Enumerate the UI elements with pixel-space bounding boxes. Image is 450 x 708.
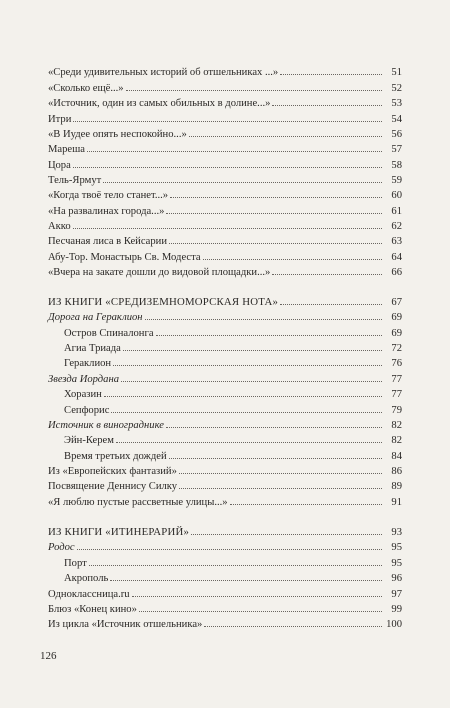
toc-entry [48, 113, 402, 126]
toc-entry [48, 496, 402, 509]
toc-entry-title: «Сколько ещё...» [48, 83, 124, 94]
toc-entry-page: 97 [391, 589, 402, 600]
toc-entry-title: Хоразин [64, 389, 102, 400]
toc-entry [48, 189, 402, 202]
toc-subsection [48, 541, 402, 554]
dot-leader [204, 625, 382, 627]
dot-leader [191, 533, 382, 535]
toc-entry [48, 205, 402, 218]
toc-entry-page: 77 [391, 389, 402, 400]
dot-leader [89, 564, 382, 566]
dot-leader [179, 472, 382, 474]
dot-leader [103, 181, 382, 183]
toc-entry-title: Мареша [48, 144, 85, 155]
toc-entry-title: «Среди удивительных историй об отшельниках ...» [48, 67, 279, 78]
toc-entry-page: 66 [391, 267, 402, 278]
toc-entry-page: 89 [391, 481, 402, 492]
page-number: 126 [40, 650, 57, 662]
toc-entry-page: 53 [391, 98, 402, 109]
toc-entry-title: Сепфорис [64, 405, 110, 416]
dot-leader [230, 503, 382, 505]
toc-entry [64, 388, 402, 401]
toc-entry-page: 52 [391, 83, 402, 94]
toc-entry-page: 96 [391, 573, 402, 584]
dot-leader [77, 548, 382, 550]
toc-entry-title: «На развалинах города...» [48, 206, 165, 217]
toc-entry-page: 69 [391, 312, 402, 323]
toc-entry [64, 357, 402, 370]
toc-entry-page: 56 [391, 129, 402, 140]
dot-leader [104, 395, 382, 397]
toc-entry-title: «Вчера на закате дошли до видовой площадки...» [48, 267, 271, 278]
toc-entry [64, 450, 402, 463]
toc-entry-title: ИЗ КНИГИ «СРЕДИЗЕМНОМОРСКАЯ НОТА» [48, 296, 279, 308]
toc-entry [64, 342, 402, 355]
toc-entry-page: 82 [391, 435, 402, 446]
dot-leader [272, 273, 382, 275]
toc-entry [64, 327, 402, 340]
toc-entry-title: Цора [48, 160, 71, 171]
toc-entry [48, 266, 402, 279]
toc-entry [48, 143, 402, 156]
dot-leader [116, 441, 382, 443]
toc-entry-title: Эйн-Керем [64, 435, 114, 446]
toc-entry-title: «В Иудее опять неспокойно...» [48, 129, 187, 140]
toc-section-heading [48, 296, 402, 309]
dot-leader [189, 135, 382, 137]
toc-entry [48, 235, 402, 248]
toc-entry-page: 51 [391, 67, 402, 78]
dot-leader [113, 364, 382, 366]
dot-leader [139, 610, 382, 612]
toc-entry-page: 57 [391, 144, 402, 155]
dot-leader [169, 242, 382, 244]
toc-entry [64, 434, 402, 447]
toc-entry-title: Источник в винограднике [48, 420, 164, 431]
dot-leader [73, 166, 382, 168]
toc-entry-title: Дорога на Гераклион [48, 312, 143, 323]
toc-entry [48, 159, 402, 172]
toc-entry-title: Итри [48, 114, 72, 125]
toc-entry-page: 76 [391, 358, 402, 369]
toc-entry [48, 588, 402, 601]
dot-leader [166, 212, 382, 214]
toc-entry-page: 67 [391, 297, 402, 308]
toc-subsection [48, 419, 402, 432]
toc-entry-title: «Я люблю пустые рассветные улицы...» [48, 497, 228, 508]
toc-entry-page: 82 [391, 420, 402, 431]
dot-leader [203, 258, 382, 260]
toc-entry-title: Одноклассница.ru [48, 589, 130, 600]
toc-entry [48, 618, 402, 631]
toc-entry-page: 100 [386, 619, 402, 630]
toc-entry-title: Акрополь [64, 573, 109, 584]
dot-leader [126, 89, 382, 91]
toc-entry-title: ИЗ КНИГИ «ИТИНЕРАРИЙ» [48, 526, 190, 538]
dot-leader [132, 595, 382, 597]
toc-entry [48, 66, 402, 79]
toc-entry-page: 91 [391, 497, 402, 508]
toc-entry-page: 93 [391, 527, 402, 538]
toc-entry-title: Агиа Триада [64, 343, 121, 354]
dot-leader [179, 487, 382, 489]
toc-entry-page: 61 [391, 206, 402, 217]
toc-subsection [48, 373, 402, 386]
toc-entry-title: Песчаная лиса в Кейсарии [48, 236, 168, 247]
toc-entry-page: 77 [391, 374, 402, 385]
dot-leader [280, 303, 382, 305]
toc-entry-title: Абу-Тор. Монастырь Св. Модеста [48, 252, 201, 263]
toc-entry-title: «Когда твоё тело станет...» [48, 190, 169, 201]
toc-entry-title: Акко [48, 221, 71, 232]
dot-leader [123, 349, 382, 351]
toc-entry [48, 603, 402, 616]
toc-entry [48, 480, 402, 493]
dot-leader [156, 334, 382, 336]
toc-entry-page: 64 [391, 252, 402, 263]
toc-entry-title: Посвящение Деннису Силку [48, 481, 178, 492]
dot-leader [73, 120, 382, 122]
toc-entry-title: Родос [48, 542, 75, 553]
toc-section-heading [48, 526, 402, 539]
toc-entry-title: Из цикла «Источник отшельника» [48, 619, 203, 630]
toc-entry-title: Гераклион [64, 358, 112, 369]
toc-entry-title: Порт [64, 558, 87, 569]
toc-entry [64, 557, 402, 570]
toc-subsection [48, 311, 402, 324]
toc-entry [48, 465, 402, 478]
toc-entry-page: 95 [391, 558, 402, 569]
toc-entry-title: Из «Европейских фантазий» [48, 466, 177, 477]
toc-entry-page: 63 [391, 236, 402, 247]
toc-entry [48, 128, 402, 141]
toc-entry-page: 58 [391, 160, 402, 171]
toc-entry [48, 174, 402, 187]
toc-entry-page: 62 [391, 221, 402, 232]
toc-entry-page: 86 [391, 466, 402, 477]
toc-entry-title: Тель-Ярмут [48, 175, 102, 186]
toc-entry [48, 82, 402, 95]
dot-leader [111, 411, 382, 413]
toc-entry-title: Блюз «Конец кино» [48, 604, 137, 615]
toc-entry-page: 59 [391, 175, 402, 186]
toc-entry [48, 220, 402, 233]
toc-entry-title: Время третьих дождей [64, 451, 167, 462]
dot-leader [87, 150, 382, 152]
dot-leader [272, 104, 382, 106]
dot-leader [121, 380, 382, 382]
toc-entry-page: 79 [391, 405, 402, 416]
toc-entry [64, 404, 402, 417]
toc-entry-page: 84 [391, 451, 402, 462]
toc-entry-page: 95 [391, 542, 402, 553]
dot-leader [169, 457, 382, 459]
toc-entry-title: Звезда Иордана [48, 374, 120, 385]
toc-entry-page: 54 [391, 114, 402, 125]
dot-leader [73, 227, 382, 229]
toc-entry-page: 60 [391, 190, 402, 201]
toc-entry [64, 572, 402, 585]
toc-entry-page: 99 [391, 604, 402, 615]
toc-entry-title: «Источник, один из самых обильных в долине...» [48, 98, 271, 109]
dot-leader [170, 196, 382, 198]
toc-entry-title: Остров Спиналонга [64, 328, 154, 339]
dot-leader [110, 579, 382, 581]
dot-leader [145, 318, 382, 320]
toc-entry [48, 97, 402, 110]
dot-leader [166, 426, 382, 428]
toc-entry-page: 69 [391, 328, 402, 339]
dot-leader [280, 73, 382, 75]
toc-entry [48, 251, 402, 264]
toc-entry-page: 72 [391, 343, 402, 354]
